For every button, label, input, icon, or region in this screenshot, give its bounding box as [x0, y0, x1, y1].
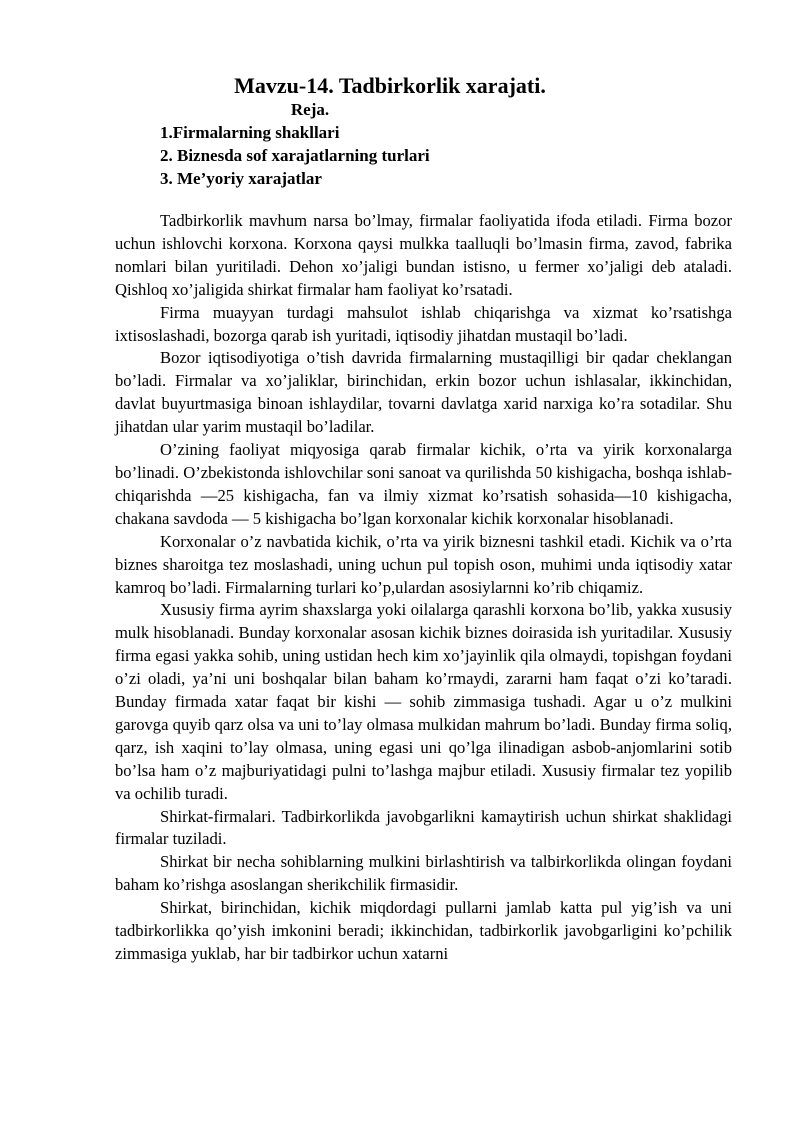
document-body [115, 210, 732, 966]
plan-item: 1.Firmalarning shakllari [160, 123, 340, 142]
paragraph: Shirkat, birinchidan, kichik miqdordagi pullarni jamlab katta pul yig’ish va uni tadbirkorlikka qo’yish imkonini beradi; ikkinchidan, tadbirkorlik javobgarligini ko’pchilik zimmasiga yuklab, har bir tadbirkor uchun xatarni [115, 898, 732, 963]
document-title: Mavzu-14. Tadbirkorlik xarajati. [234, 73, 546, 98]
plan-item: 3. Me’yoriy xarajatlar [160, 169, 322, 188]
paragraph: Korxonalar o’z navbatida kichik, o’rta va yirik biznesni tashkil etadi. Kichik va o’rta biznes sharoitga tez moslashadi, uning uchun pul topish oson, muhimi unda iqtisodiy xatar kamroq bo’ladi. Firmalarning turlari ko’p,ulardan asosiylarnni ko’rib chiqamiz. [115, 531, 732, 597]
paragraph: O’zining faoliyat miqyosiga qarab firmalar kichik, o’rta va yirik korxonalarga bo’linadi. O’zbekistonda ishlovchilar soni sanoat va qurilishda 50 kishigacha, boshqa ishlab-chiqarishda —25 kishigacha, fan va ilmiy xizmat ko’rsatish sohasida—10 kishigacha, chakana savdoda — 5 kishigacha bo’lgan korxonalar kichik korxonalar hisoblanadi. [115, 440, 732, 528]
plan-heading: Reja. [290, 100, 330, 119]
paragraph: Firma muayyan turdagi mahsulot ishlab chiqarishga va xizmat ko’rsatishga ixtisoslashadi, bozorga qarab ish yuritadi, iqtisodiy jihatdan mustaqil bo’ladi. [115, 302, 732, 345]
paragraph: Shirkat-firmalari. Tadbirkorlikda javobgarlikni kamaytirish uchun shirkat shaklidagi firmalar tuziladi. [115, 806, 732, 849]
plan-list [160, 121, 430, 190]
paragraph: Tadbirkorlik mavhum narsa bo’lmay, firmalar faoliyatida ifoda etiladi. Firma bozor uchun ishlovchi korxona. Korxona qaysi mulkka taalluqli bo’lmasin firma, zavod, fabrika nomlari bilan yuritiladi. Dehon xo’jaligi bundan istisno, u fermer xo’jaligi deb ataladi. Qishloq xo’jaligida shirkat firmalar ham faoliyat ko’rsatadi. [115, 211, 732, 299]
paragraph: Shirkat bir necha sohiblarning mulkini birlashtirish va talbirkorlikda olingan foydani baham ko’rishga asoslangan sherikchilik firmasidir. [115, 852, 732, 895]
paragraph: Bozor iqtisodiyotiga o’tish davrida firmalarning mustaqilligi bir qadar cheklangan bo’ladi. Firmalar va xo’jaliklar, birinchidan, erkin bozor uchun ishlasalar, ikkinchidan, davlat buyurtmasiga binoan ishlaydilar, tovarni davlatga xarid narxiga ko’ra sotadilar. Shu jihatdan ular yarim mustaqil bo’ladilar. [115, 348, 732, 437]
paragraph: Xususiy firma ayrim shaxslarga yoki oilalarga qarashli korxona bo’lib, yakka xususiy mulk hisoblanadi. Bunday korxonalar asosan kichik biznes doirasida ish yuritadilar. Xususiy firma egasi yakka sohib, uning ustidan hech kim xo’jayinlik qila olmaydi, topishgan foydani o’zi oladi, ya’ni uni boshqalar bilan baham ko’rmaydi, zararni ham faqat o’zi ko’taradi. Bunday firmada xatar faqat bir kishi — sohib zimmasiga tushadi. Agar u o’z mulkini garovga quyib qarz olsa va uni to’lay olmasa mulkidan mahrum bo’ladi. Bunday firma soliq, qarz, ish xaqini to’lay olmasa, uning egasi uni qo’lga ilinadigan asbob-anjomlarini sotib bo’lsa ham o’z majburiyatidagi pulni to’lashga majbur etiladi. Xususiy firmalar tez yopilib va ochilib turadi. [115, 600, 732, 803]
plan-item: 2. Biznesda sof xarajatlarning turlari [160, 146, 430, 165]
